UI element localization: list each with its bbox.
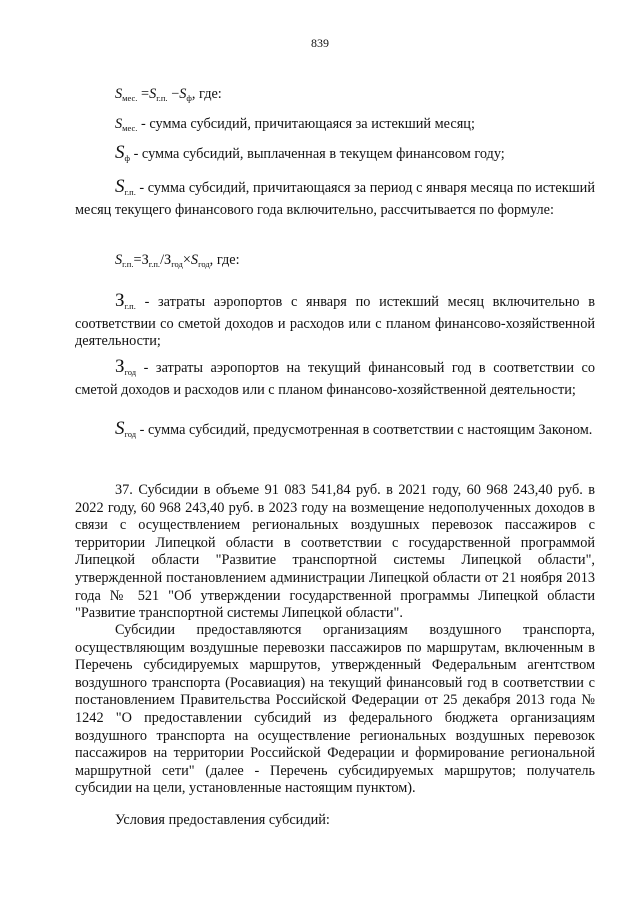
definition-subscript: год xyxy=(124,429,137,439)
formula-period-subsidy xyxy=(115,252,635,274)
formula-subscript: год xyxy=(198,259,210,269)
definition-symbol: S xyxy=(115,418,125,439)
formula-operator: / xyxy=(160,252,165,268)
definition-symbol: S xyxy=(115,142,125,163)
formula-subscript: мес. xyxy=(122,93,138,103)
page-number: 839 xyxy=(311,36,329,50)
formula-subscript: г.п. xyxy=(122,259,134,269)
definition-subscript: г.п. xyxy=(124,301,136,311)
definition-z-year xyxy=(75,358,595,399)
formula-tail: , где: xyxy=(209,252,240,268)
definition-symbol: З xyxy=(115,356,125,377)
definition-subscript: г.п. xyxy=(124,187,136,197)
definition-text: - затраты аэропортов с января по истекший месяц включительно в соответствии со сметой доходов и расходов или с планом финансово-хозяйственной деятельности; xyxy=(75,294,595,350)
formula-operator: = xyxy=(141,86,150,102)
definition-text: - сумма субсидий, предусмотренная в соответствии с настоящим Законом. xyxy=(136,422,593,438)
paragraph-conditions: Условия предоставления субсидий: xyxy=(115,812,330,828)
definition-subscript: ф xyxy=(124,153,131,163)
definition-text: - затраты аэропортов на текущий финансовый год в соответствии со сметой доходов и расходов или с планом финансово-хозяйственной деятельности; xyxy=(75,360,595,398)
formula-symbol: S xyxy=(190,252,199,268)
definition-symbol: S xyxy=(115,176,125,197)
formula-symbol: S xyxy=(149,86,157,102)
definition-subscript: мес. xyxy=(122,123,138,133)
definition-z-period xyxy=(75,292,595,351)
definition-s-fact xyxy=(115,144,635,168)
formula-operator: − xyxy=(171,86,180,102)
definition-text: - сумма субсидий, причитающаяся за период с января месяца по истекший месяц текущего финансового года включительно, рассчитывается по формуле: xyxy=(75,180,595,218)
definition-text: - сумма субсидий, выплаченная в текущем финансовом году; xyxy=(130,146,505,162)
definition-symbol: S xyxy=(115,116,123,132)
definition-symbol: З xyxy=(115,290,125,311)
paragraph-subsidies-recipients: Субсидии предоставляются организациям воздушного транспорта, осуществляющим воздушные перевозки пассажиров по маршрутам, включенным в Перечень субсидируемых маршрутов, утвержденный Федеральным агентством воздушного транспорта (Росавиация) на текущий финансовый год в соответствии с постановлением Правительства Российской Федерации от 25 декабря 2013 года № 1242 "О предоставлении субсидий из федерального бюджета организациям воздушного транспорта на осуществление региональных воздушных перевозок пассажиров на территории Российской Федерации и формирование региональной маршрутной сети" (далее - Перечень субсидируемых маршрутов; получатель субсидии на цели, установленные настоящим пунктом). xyxy=(75,622,595,797)
formula-operator: = xyxy=(133,252,142,268)
formula-symbol: S xyxy=(115,252,123,268)
definition-s-year xyxy=(75,420,595,444)
formula-subscript: ф xyxy=(186,93,192,103)
formula-monthly-subsidy xyxy=(115,86,635,108)
definition-s-period xyxy=(75,178,595,219)
formula-symbol: З xyxy=(164,252,172,268)
formula-subscript: г.п. xyxy=(156,93,168,103)
formula-symbol: З xyxy=(141,252,149,268)
formula-symbol: S xyxy=(179,86,187,102)
formula-subscript: год xyxy=(171,259,183,269)
definition-text: - сумма субсидий, причитающаяся за истекший месяц; xyxy=(137,116,475,132)
formula-symbol: S xyxy=(115,86,123,102)
formula-operator: × xyxy=(182,252,191,268)
formula-subscript: г.п. xyxy=(148,259,161,269)
definition-s-month xyxy=(115,116,635,138)
formula-tail: , где: xyxy=(191,86,222,102)
definition-subscript: год xyxy=(124,367,137,377)
paragraph-37: 37. Субсидии в объеме 91 083 541,84 руб. в 2021 году, 60 968 243,40 руб. в 2022 году, 60 968 243,40 руб. в 2023 году на возмещение недополученных доходов в связи с осуществлением региональных воздушных перевозок пассажиров с территории Липецкой области в соответствии с государственной программой Липецкой области "Развитие транспортной системы Липецкой области", утвержденной постановлением администрации Липецкой области от 21 ноября 2013 года № 521 "Об утверждении государственной программы Липецкой области "Развитие транспортной системы Липецкой области". xyxy=(75,482,595,622)
